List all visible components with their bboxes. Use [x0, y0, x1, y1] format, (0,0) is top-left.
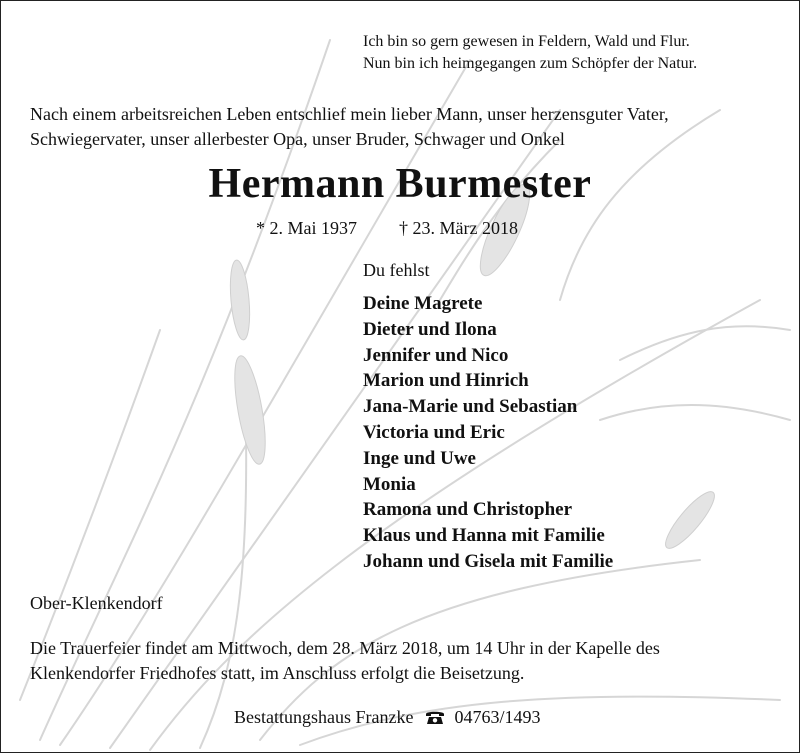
motto-line: Nun bin ich heimgegangen zum Schöpfer der Natur.: [363, 55, 698, 72]
life-dates: [256, 217, 518, 239]
family-list: [363, 291, 613, 575]
intro-text: [30, 102, 669, 152]
family-member: Inge und Uwe: [363, 447, 476, 469]
motto-poem: [363, 31, 697, 75]
family-member: Ramona und Christopher: [363, 499, 573, 521]
family-member: Klaus und Hanna mit Familie: [363, 525, 605, 547]
family-member: Victoria und Eric: [363, 421, 505, 443]
ceremony-line: Die Trauerfeier findet am Mittwoch, dem 28. März 2018, um 14 Uhr in der Kapelle des: [30, 638, 660, 658]
death-date: † 23. März 2018: [399, 218, 518, 238]
undertaker-name: Bestattungshaus Franzke: [234, 707, 414, 727]
family-member: Deine Magrete: [363, 293, 483, 314]
family-member: Marion und Hinrich: [363, 370, 529, 392]
missing-line: Du fehlst: [363, 260, 430, 280]
ceremony-info: [30, 636, 660, 686]
ceremony-line: Klenkendorfer Friedhofes statt, im Anschluss erfolgt die Beisetzung.: [30, 663, 525, 683]
family-member: Jennifer und Nico: [363, 344, 509, 366]
telephone-icon: [424, 709, 446, 725]
family-member: Dieter und Ilona: [363, 318, 497, 340]
place-name: Ober-Klenkendorf: [30, 593, 163, 613]
family-member: Monia: [363, 473, 416, 495]
motto-line: Ich bin so gern gewesen in Feldern, Wald und Flur.: [363, 33, 690, 50]
deceased-name: Hermann Burmester: [208, 161, 592, 207]
family-member: Johann und Gisela mit Familie: [363, 550, 614, 572]
family-member: Jana-Marie und Sebastian: [363, 396, 578, 418]
undertaker-line: [234, 706, 540, 728]
birth-date: * 2. Mai 1937: [256, 218, 357, 238]
intro-line: Schwiegervater, unser allerbester Opa, unser Bruder, Schwager und Onkel: [30, 129, 565, 149]
intro-line: Nach einem arbeitsreichen Leben entschlief mein lieber Mann, unser herzensguter Vater,: [30, 104, 669, 124]
phone-number: 04763/1493: [454, 707, 541, 727]
